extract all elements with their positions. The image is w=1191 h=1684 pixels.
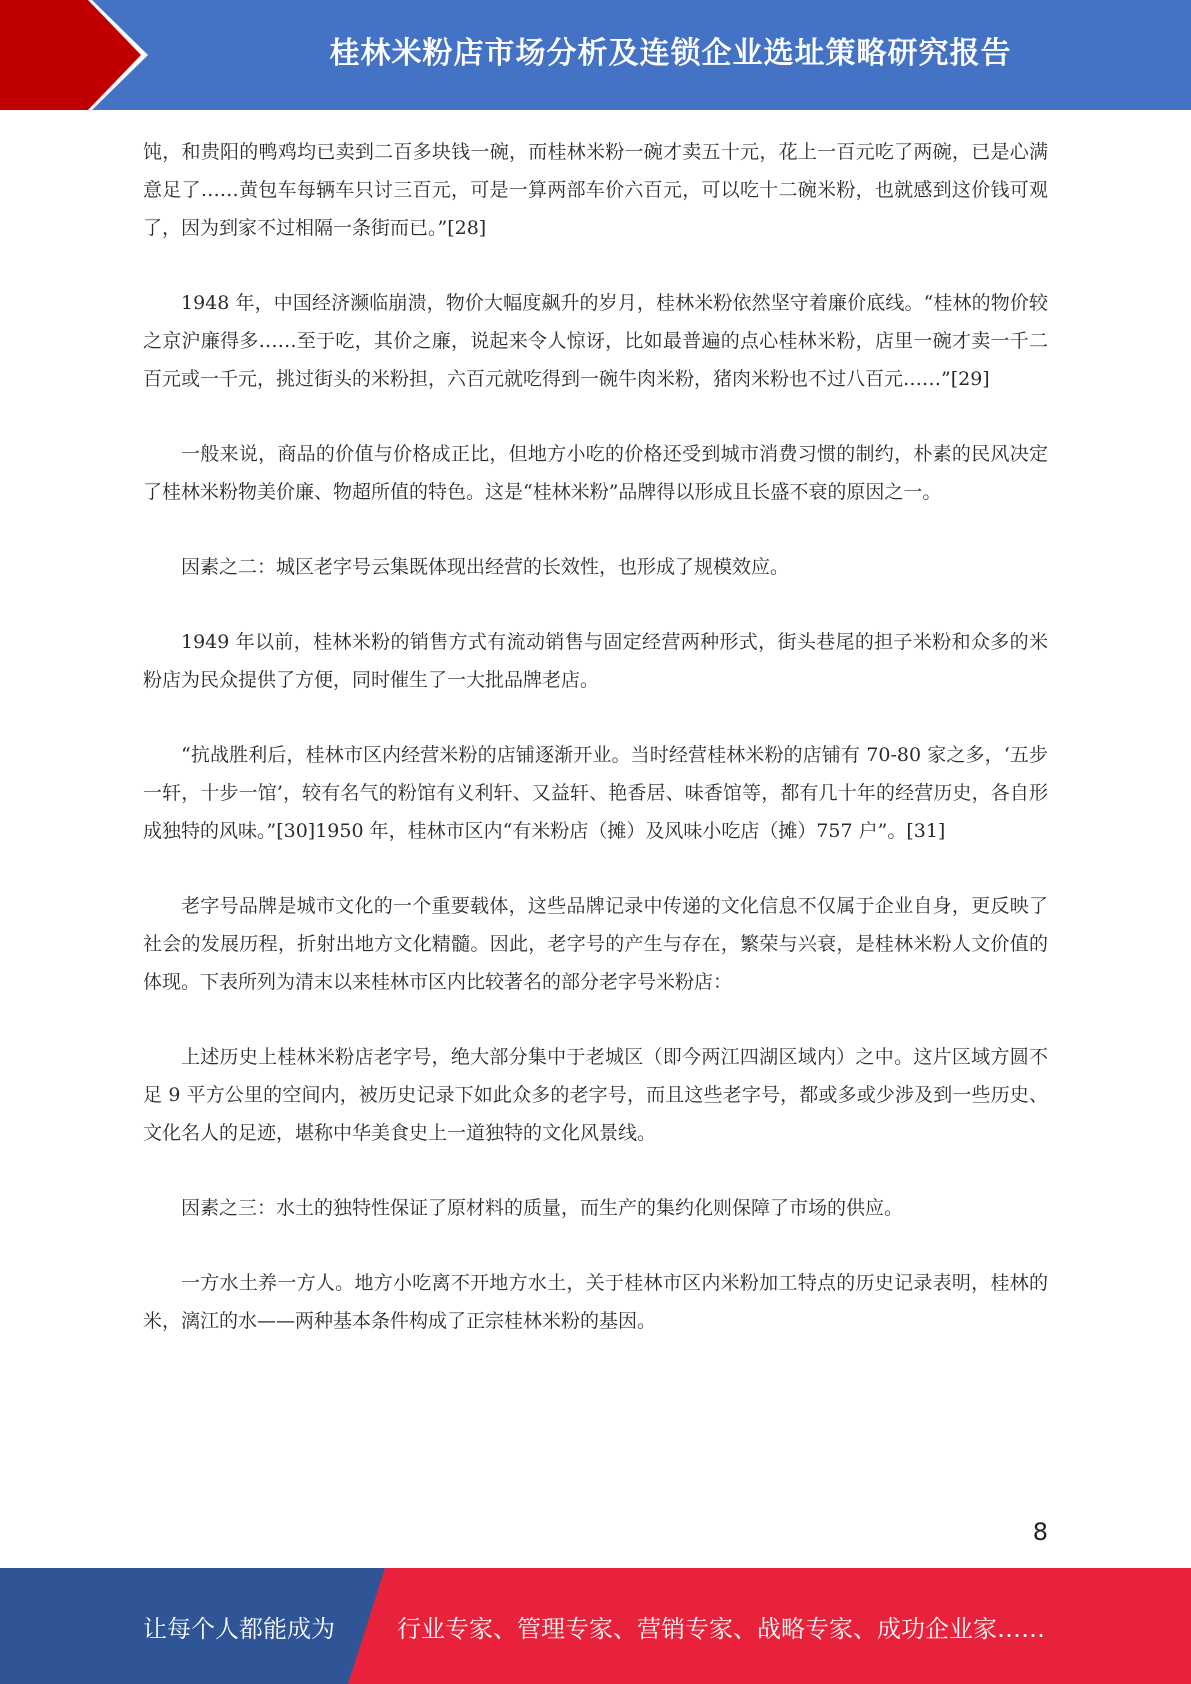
paragraph: 老字号品牌是城市文化的一个重要载体，这些品牌记录中传递的文化信息不仅属于企业自身，更反映了社会的发展历程，折射出地方文化精髓。因此，老字号的产生与存在，繁荣与兴衰，是桂林米粉人文价值的体现。下表所列为清末以来桂林市区内比较著名的部分老字号米粉店： [143,895,1048,993]
paragraph: 一方水土养一方人。地方小吃离不开地方水土，关于桂林市区内米粉加工特点的历史记录表明，桂林的米，漓江的水——两种基本条件构成了正宗桂林米粉的基因。 [143,1272,1048,1332]
paragraph: 1948 年，中国经济濒临崩溃，物价大幅度飙升的岁月，桂林米粉依然坚守着廉价底线。“桂林的物价较之京沪廉得多……至于吃，其价之廉，说起来令人惊讶，比如最普遍的点心桂林米粉，店里一碗才卖一千二百元或一千元，挑过街头的米粉担，六百元就吃得到一碗牛肉米粉，猪肉米粉也不过八百元……”[29] [143,292,1048,390]
report-title: 桂林米粉店市场分析及连锁企业选址策略研究报告 [329,36,1012,71]
paragraph: 1949 年以前，桂林米粉的销售方式有流动销售与固定经营两种形式，街头巷尾的担子米粉和众多的米粉店为民众提供了方便，同时催生了一大批品牌老店。 [143,631,1048,691]
paragraph: 因素之二：城区老字号云集既体现出经营的长效性，也形成了规模效应。 [181,556,790,578]
paragraph: 一般来说，商品的价值与价格成正比，但地方小吃的价格还受到城市消费习惯的制约，朴素的民风决定了桂林米粉物美价廉、物超所值的特色。这是“桂林米粉”品牌得以形成且长盛不衰的原因之一。 [143,443,1048,503]
footer-slogan-left: 让每个人都能成为 [143,1614,335,1643]
paragraph: 因素之三：水土的独特性保证了原材料的质量，而生产的集约化则保障了市场的供应。 [181,1197,904,1219]
paragraph: 上述历史上桂林米粉店老字号，绝大部分集中于老城区（即今两江四湖区域内）之中。这片区域方圆不足 9 平方公里的空间内，被历史记录下如此众多的老字号，而且这些老字号，都或多或少涉及到一些历史、文化名人的足迹，堪称中华美食史上一道独特的文化风景线。 [143,1046,1048,1144]
page-header [0,0,1191,110]
paragraph: “抗战胜利后，桂林市区内经营米粉的店铺逐渐开业。当时经营桂林米粉的店铺有 70-80 家之多，‘五步一轩，十步一馆’，较有名气的粉馆有义利轩、又益轩、艳香居、味香馆等，都有几十年的经营历史，各自形成独特的风味。”[30]1950 年，桂林市区内“有米粉店（摊）及风味小吃店（摊）757 户”。[31] [143,744,1048,842]
page-footer [0,1568,1191,1684]
body-text [143,133,1048,1377]
page-number: 8 [1032,1518,1048,1546]
paragraph: 饨，和贵阳的鸭鸡均已卖到二百多块钱一碗，而桂林米粉一碗才卖五十元，花上一百元吃了两碗，已是心满意足了……黄包车每辆车只讨三百元，可是一算两部车价六百元，可以吃十二碗米粉，也就感到这价钱可观了，因为到家不过相隔一条街而已。”[28] [143,141,1048,239]
footer-slogan-right: 行业专家、管理专家、营销专家、战略专家、成功企业家…… [397,1614,1045,1643]
